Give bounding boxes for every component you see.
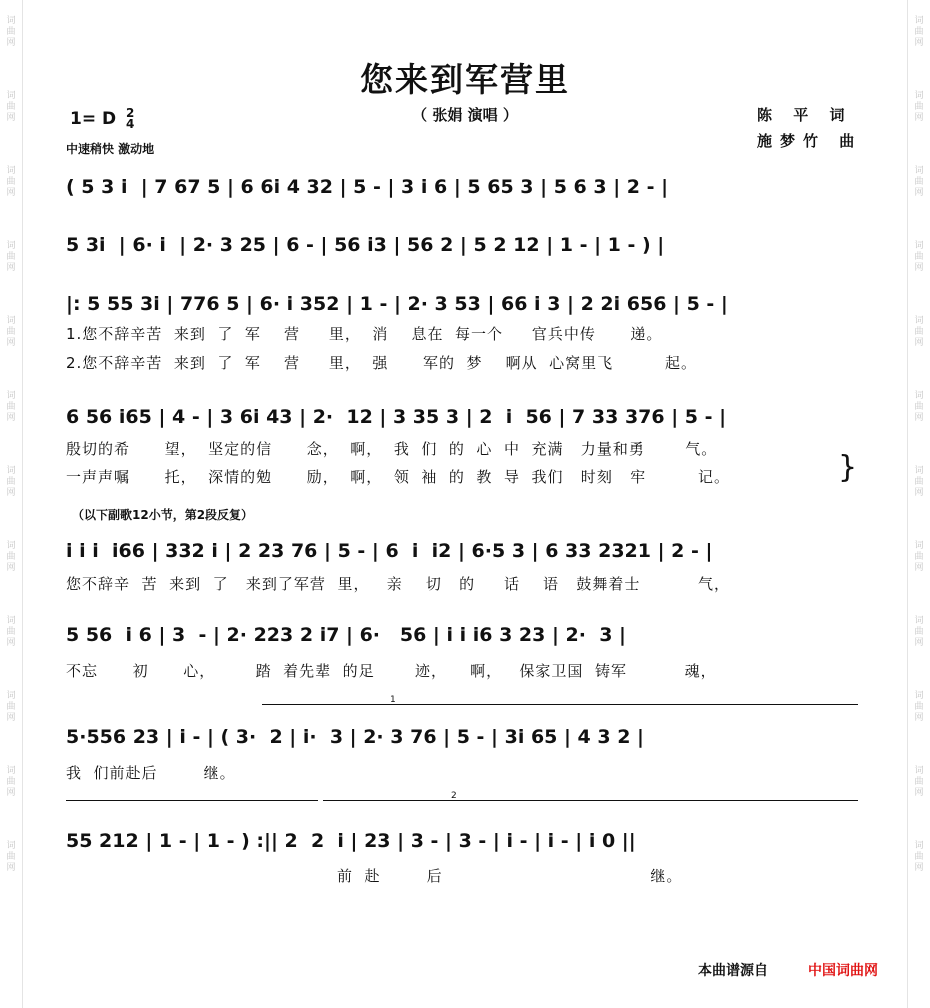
watermark-char: 曲 [914, 777, 924, 787]
watermark-char: 网 [6, 413, 16, 423]
stave-line-2: 5 3i | 6· i | 2· 3 25 | 6 - | 56 i3 | 56 2 | 5 2 12 | 1 - | 1 - ) | [66, 234, 665, 256]
watermark-char: 词 [6, 841, 16, 851]
watermark-char: 词 [914, 541, 924, 551]
watermark-group [914, 541, 923, 574]
watermark-char: 网 [6, 713, 16, 723]
watermark-char: 曲 [6, 102, 16, 112]
watermark-char: 词 [6, 541, 16, 551]
watermark-char: 曲 [914, 102, 924, 112]
watermark-char: 曲 [6, 252, 16, 262]
lyric-verse-2: 2.您不辞辛苦 来到 了 军 营 里， 强 军的 梦 啊从 心窝里飞 起。 [66, 354, 698, 372]
watermark-char: 曲 [6, 552, 16, 562]
watermark-char: 词 [6, 616, 16, 626]
watermark-char: 曲 [6, 177, 16, 187]
performer: （ 张娟 演唱 ） [412, 106, 518, 124]
watermark-group [6, 466, 15, 499]
watermark-char: 词 [914, 316, 924, 326]
watermark-char: 词 [914, 391, 924, 401]
watermark-group [6, 391, 15, 424]
watermark-group [914, 766, 923, 799]
watermark-group [914, 466, 923, 499]
watermark-group [914, 316, 923, 349]
volta-bracket-2 [323, 791, 858, 801]
watermark-group [6, 616, 15, 649]
watermark-char: 曲 [914, 627, 924, 637]
lyric-line-7: 我 们前赴后 继。 [66, 764, 236, 782]
watermark-char: 词 [6, 166, 16, 176]
watermark-char: 词 [6, 766, 16, 776]
watermark-group [914, 391, 923, 424]
lyricist-credit: 陈 平 词 [757, 106, 853, 124]
watermark-char: 网 [914, 338, 924, 348]
key-label: 1= D [70, 109, 117, 129]
watermark-char: 网 [6, 263, 16, 273]
watermark-char: 曲 [914, 327, 924, 337]
watermark-char: 网 [6, 788, 16, 798]
watermark-char: 曲 [6, 327, 16, 337]
lyric-line-4a: 殷切的希 望， 坚定的信 念， 啊， 我 们 的 心 中 充满 力量和勇 气。 [66, 440, 718, 458]
watermark-group [6, 841, 15, 874]
watermark-group [914, 691, 923, 724]
watermark-char: 词 [914, 841, 924, 851]
watermark-char: 词 [6, 241, 16, 251]
watermark-char: 网 [914, 563, 924, 573]
watermark-char: 曲 [914, 552, 924, 562]
watermark-group [914, 16, 923, 49]
volta-bracket-1 [262, 695, 858, 705]
volta-number-1: 1 [390, 695, 396, 705]
watermark-char: 网 [914, 788, 924, 798]
lyric-line-5: 您不辞辛 苦 来到 了 来到了军营 里， 亲 切 的 话 语 鼓舞着士 气， [66, 575, 731, 593]
watermark-char: 网 [914, 413, 924, 423]
watermark-char: 曲 [914, 852, 924, 862]
watermark-char: 网 [6, 488, 16, 498]
watermark-char: 网 [6, 563, 16, 573]
watermark-char: 曲 [6, 627, 16, 637]
volta-rule-left [66, 800, 318, 801]
refrain-note: （以下副歌12小节，第2段反复） [72, 508, 254, 522]
stave-line-3: |: 5 55 3i | 776 5 | 6· i 352 | 1 - | 2· 3 53 | 66 i 3 | 2 2i 656 | 5 - | [66, 293, 728, 315]
watermark-strip-right [907, 0, 930, 1008]
source-label: 本曲谱源自 [698, 963, 768, 979]
watermark-group [6, 16, 15, 49]
composer-credit: 施梦竹 曲 [757, 132, 863, 150]
watermark-char: 词 [914, 766, 924, 776]
time-numerator: 2 [126, 106, 135, 120]
watermark-char: 词 [6, 16, 16, 26]
source-site[interactable]: 中国词曲网 [808, 963, 878, 979]
stave-line-4: 6 56 i65 | 4 - | 3 6i 43 | 2· 12 | 3 35 3 | 2 i 56 | 7 33 376 | 5 - | [66, 406, 727, 428]
watermark-char: 词 [914, 466, 924, 476]
watermark-char: 网 [6, 113, 16, 123]
song-title: 您来到军营里 [360, 60, 570, 99]
watermark-char: 网 [914, 263, 924, 273]
watermark-char: 网 [914, 113, 924, 123]
watermark-char: 曲 [914, 177, 924, 187]
time-signature [126, 108, 134, 130]
watermark-char: 词 [914, 241, 924, 251]
watermark-char: 曲 [6, 27, 16, 37]
watermark-char: 曲 [914, 27, 924, 37]
stave-line-5: i i i i66 | 332 i | 2 23 76 | 5 - | 6 i i2 | 6·5 3 | 6 33 2321 | 2 - | [66, 540, 713, 562]
watermark-char: 词 [6, 391, 16, 401]
watermark-group [914, 241, 923, 274]
watermark-char: 曲 [914, 252, 924, 262]
watermark-char: 曲 [6, 852, 16, 862]
watermark-char: 词 [914, 616, 924, 626]
watermark-group [6, 691, 15, 724]
watermark-char: 网 [914, 188, 924, 198]
watermark-char: 曲 [6, 402, 16, 412]
watermark-char: 曲 [914, 702, 924, 712]
watermark-char: 网 [6, 638, 16, 648]
watermark-char: 网 [6, 338, 16, 348]
volta-number-2: 2 [451, 791, 457, 801]
lyric-line-4b: 一声声嘱 托， 深情的勉 励， 啊， 领 袖 的 教 导 我们 时刻 牢 记。 [66, 468, 731, 486]
time-denominator: 4 [126, 117, 135, 131]
key-signature [70, 108, 134, 130]
watermark-char: 词 [914, 16, 924, 26]
watermark-char: 词 [6, 91, 16, 101]
lyric-line-6: 不忘 初 心， 踏 着先辈 的足 迹， 啊， 保家卫国 铸军 魂， [66, 662, 717, 680]
watermark-group [6, 241, 15, 274]
watermark-char: 词 [6, 316, 16, 326]
stave-line-1: ( 5 3 i | 7 67 5 | 6 6i 4 32 | 5 - | 3 i 6 | 5 65 3 | 5 6 3 | 2 - | [66, 176, 669, 198]
watermark-char: 网 [914, 38, 924, 48]
watermark-strip-left [0, 0, 23, 1008]
watermark-char: 网 [6, 863, 16, 873]
watermark-group [914, 841, 923, 874]
stave-line-6: 5 56 i 6 | 3 - | 2· 223 2 i7 | 6· 56 | i i i6 3 23 | 2· 3 | [66, 624, 626, 646]
stave-line-7: 5·556 23 | i - | ( 3· 2 | i· 3 | 2· 3 76 | 5 - | 3i 65 | 4 3 2 | [66, 726, 644, 748]
watermark-group [914, 616, 923, 649]
watermark-char: 曲 [914, 477, 924, 487]
watermark-group [6, 766, 15, 799]
watermark-char: 词 [914, 91, 924, 101]
watermark-group [914, 166, 923, 199]
tempo-marking: 中速稍快 激动地 [66, 142, 155, 156]
watermark-char: 网 [914, 863, 924, 873]
watermark-char: 词 [6, 466, 16, 476]
lyric-verse-1: 1.您不辞辛苦 来到 了 军 营 里， 消 息在 每一个 官兵中传 递。 [66, 325, 663, 343]
watermark-group [6, 316, 15, 349]
watermark-char: 词 [914, 166, 924, 176]
watermark-char: 网 [914, 638, 924, 648]
watermark-char: 词 [6, 691, 16, 701]
watermark-char: 词 [914, 691, 924, 701]
watermark-char: 曲 [6, 477, 16, 487]
watermark-char: 网 [914, 713, 924, 723]
lyric-line-8: 前 赴 后 继。 [337, 867, 683, 885]
watermark-char: 网 [914, 488, 924, 498]
watermark-group [6, 166, 15, 199]
stave-line-8: 55 212 | 1 - | 1 - ) :|| 2 2 i | 23 | 3 - | 3 - | i - | i - | i 0 || [66, 830, 636, 852]
watermark-char: 网 [6, 188, 16, 198]
watermark-char: 曲 [914, 402, 924, 412]
watermark-group [6, 541, 15, 574]
watermark-char: 网 [6, 38, 16, 48]
brace-symbol: } [838, 450, 858, 485]
watermark-char: 曲 [6, 777, 16, 787]
watermark-char: 曲 [6, 702, 16, 712]
